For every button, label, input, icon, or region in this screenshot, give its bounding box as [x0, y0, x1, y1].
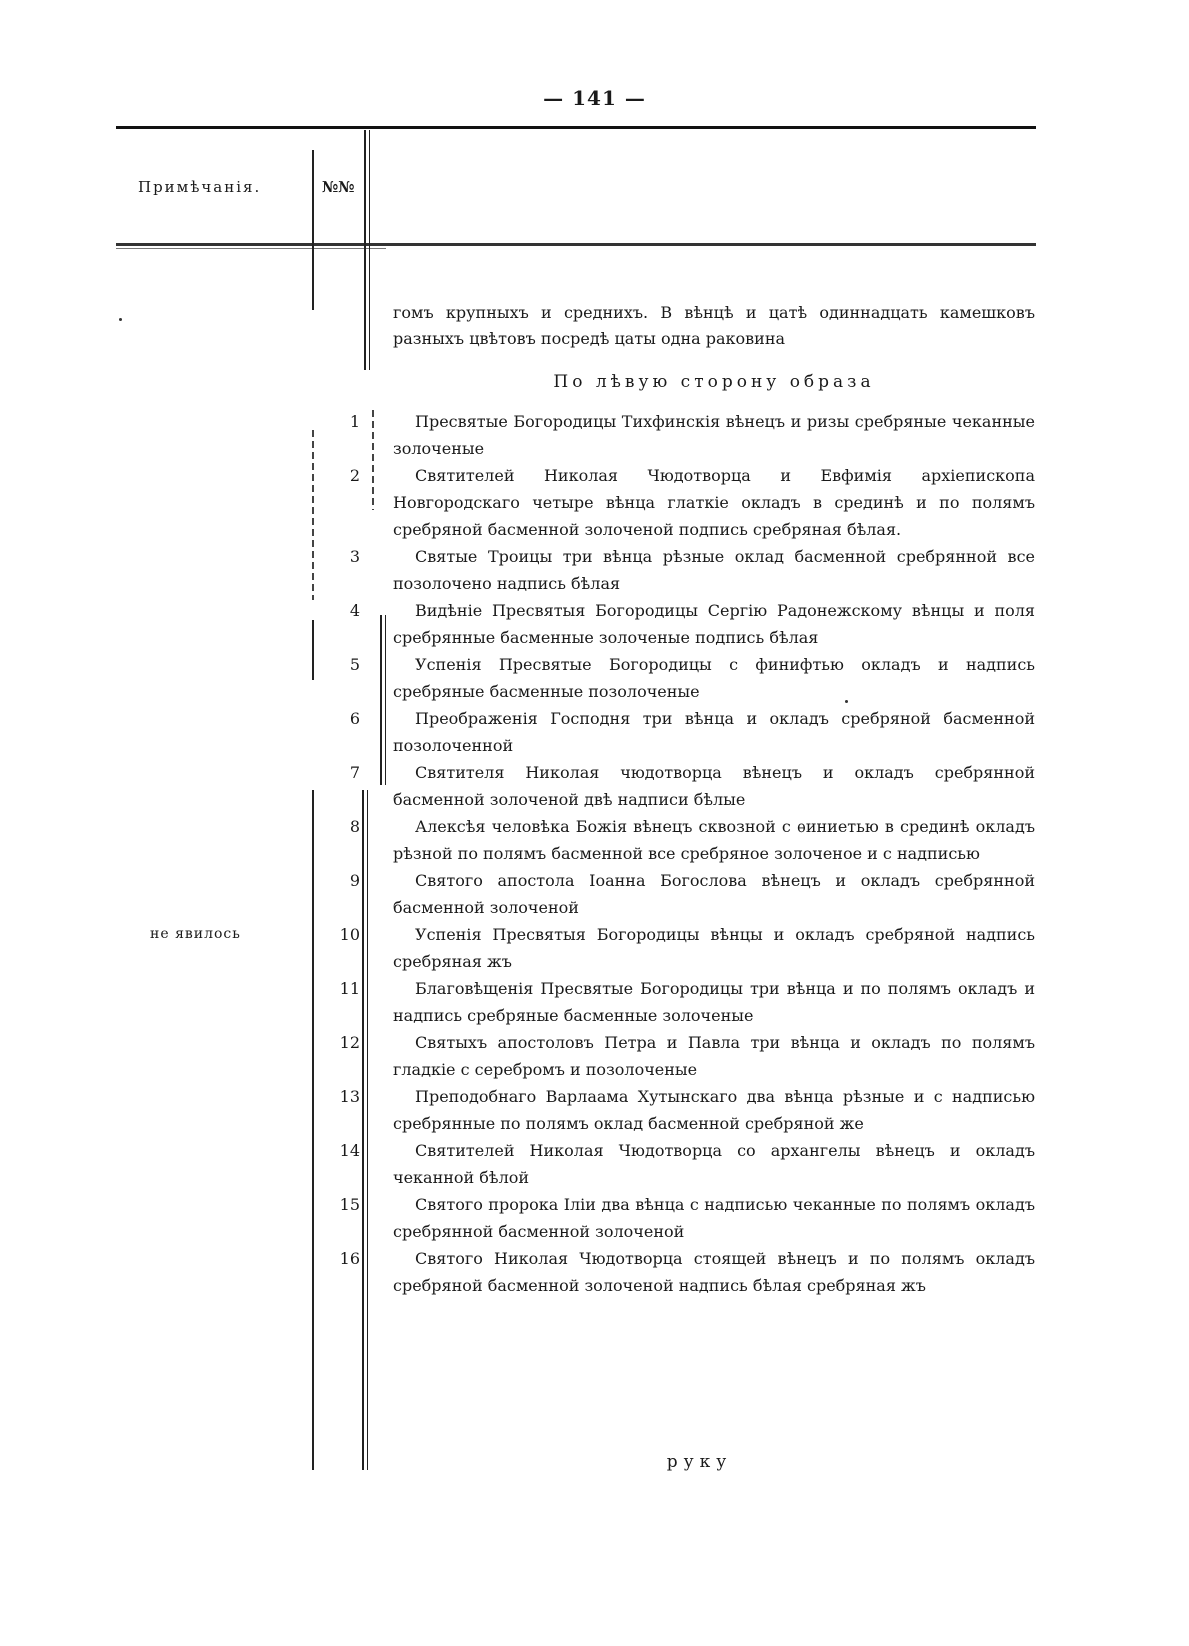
entry-number: 10 [339, 925, 360, 944]
inventory-entry [0, 1137, 1189, 1191]
inventory-entry [0, 867, 1189, 921]
entry-number: 13 [339, 1087, 360, 1106]
section-title: По лѣвую сторону образа [553, 372, 875, 392]
entry-text: Алексѣя человѣка Божія вѣнецъ сквозной с ѳиниетью в срединѣ окладъ рѣзной по полямъ басменной все сребряное золоченое и с надписью [393, 817, 1035, 863]
column-divider [312, 150, 314, 250]
entry-number: 14 [339, 1141, 360, 1160]
inventory-entry [0, 543, 1189, 597]
entry-number: 16 [339, 1249, 360, 1268]
entry-number: 1 [349, 412, 360, 431]
entry-text: Пресвятые Богородицы Тихфинскія вѣнецъ и ризы сребряные чеканные золоченые [393, 412, 1035, 458]
inventory-entry [0, 1245, 1189, 1299]
entry-number: 11 [339, 979, 360, 998]
inventory-entry [0, 921, 1189, 975]
inventory-entry [0, 651, 1189, 705]
inventory-entry [0, 813, 1189, 867]
inventory-entry [0, 975, 1189, 1029]
entry-number: 2 [349, 466, 360, 485]
column-divider [364, 130, 366, 370]
entry-text: Успенія Пресвятые Богородицы с финифтью окладъ и надпись сребряные басменные позолоченые [393, 655, 1035, 701]
entry-number: 15 [339, 1195, 360, 1214]
entry-number: 3 [349, 547, 360, 566]
entry-text: Святого пророка Іліи два вѣнца с надписью чеканные по полямъ окладъ сребрянной басменной золоченой [393, 1195, 1035, 1241]
page-number: — 141 — [543, 86, 646, 110]
entry-text: Святого апостола Іоанна Богослова вѣнецъ и окладъ сребрянной басменной золоченой [393, 871, 1035, 917]
inventory-entry [0, 759, 1189, 813]
entry-text: Преподобнаго Варлаама Хутынскаго два вѣнца рѣзные и с надписью сребрянные по полямъ оклад басменной сребряной же [393, 1087, 1035, 1133]
entry-text: Святыхъ апостоловъ Петра и Павла три вѣнца и окладъ по полямъ гладкіе с серебромъ и позолоченые [393, 1033, 1035, 1079]
inventory-entry [0, 408, 1189, 462]
entry-number: 12 [339, 1033, 360, 1052]
catchword: руку [666, 1452, 733, 1472]
entry-text: Святителей Николая Чюдотворца со архангелы вѣнецъ и окладъ чеканной бѣлой [393, 1141, 1035, 1187]
notes-column-header: Примѣчанія. [138, 178, 262, 196]
entry-number: 8 [349, 817, 360, 836]
entry-number: 6 [349, 709, 360, 728]
inventory-entry [0, 1191, 1189, 1245]
top-rule [116, 126, 1036, 129]
entry-text: Благовѣщенія Пресвятые Богородицы три вѣнца и по полямъ окладъ и надпись сребряные басменные золоченые [393, 979, 1035, 1025]
entry-number: 5 [349, 655, 360, 674]
inventory-entries [0, 408, 1189, 1299]
entry-text: Святителя Николая чюдотворца вѣнецъ и окладъ сребрянной басменной золоченой двѣ надписи бѣлые [393, 763, 1035, 809]
header-rule-thin [116, 248, 386, 249]
entry-number: 7 [349, 763, 360, 782]
header-rule [116, 243, 1036, 246]
entry-number: 4 [349, 601, 360, 620]
inventory-entry [0, 1083, 1189, 1137]
entry-text: Успенія Пресвятыя Богородицы вѣнцы и окладъ сребряной надпись сребряная жъ [393, 925, 1035, 971]
continuation-paragraph: гомъ крупныхъ и среднихъ. В вѣнцѣ и цатѣ одиннадцать камешковъ разныхъ цвѣтовъ посредѣ цаты одна раковина [393, 303, 1035, 348]
entry-number: 9 [349, 871, 360, 890]
column-divider [369, 130, 370, 370]
inventory-entry [0, 597, 1189, 651]
inventory-entry [0, 462, 1189, 543]
inventory-entry [0, 705, 1189, 759]
inventory-entry [0, 1029, 1189, 1083]
entry-text: Преображенія Господня три вѣнца и окладъ сребряной басменной позолоченной [393, 709, 1035, 755]
entry-text: Святого Николая Чюдотворца стоящей вѣнецъ и по полямъ окладъ сребряной басменной золоченой надпись бѣлая сребряная жъ [393, 1249, 1035, 1295]
entry-text: Видѣніе Пресвятыя Богородицы Сергію Радонежскому вѣнцы и поля сребрянные басменные золоченые подпись бѣлая [393, 601, 1035, 647]
number-column-header: №№ [322, 178, 355, 196]
column-divider [312, 250, 314, 310]
entry-note: не явилось [150, 926, 241, 942]
print-speck [119, 318, 122, 321]
entry-text: Святые Троицы три вѣнца рѣзные оклад басменной сребрянной все позолочено надпись бѣлая [393, 547, 1035, 593]
print-speck [845, 700, 848, 703]
entry-text: Святителей Николая Чюдотворца и Евфимія архіепископа Новгородскаго четыре вѣнца глаткіе окладъ в срединѣ и по полямъ сребряной басменной золоченой подпись сребряная бѣлая. [393, 466, 1035, 539]
